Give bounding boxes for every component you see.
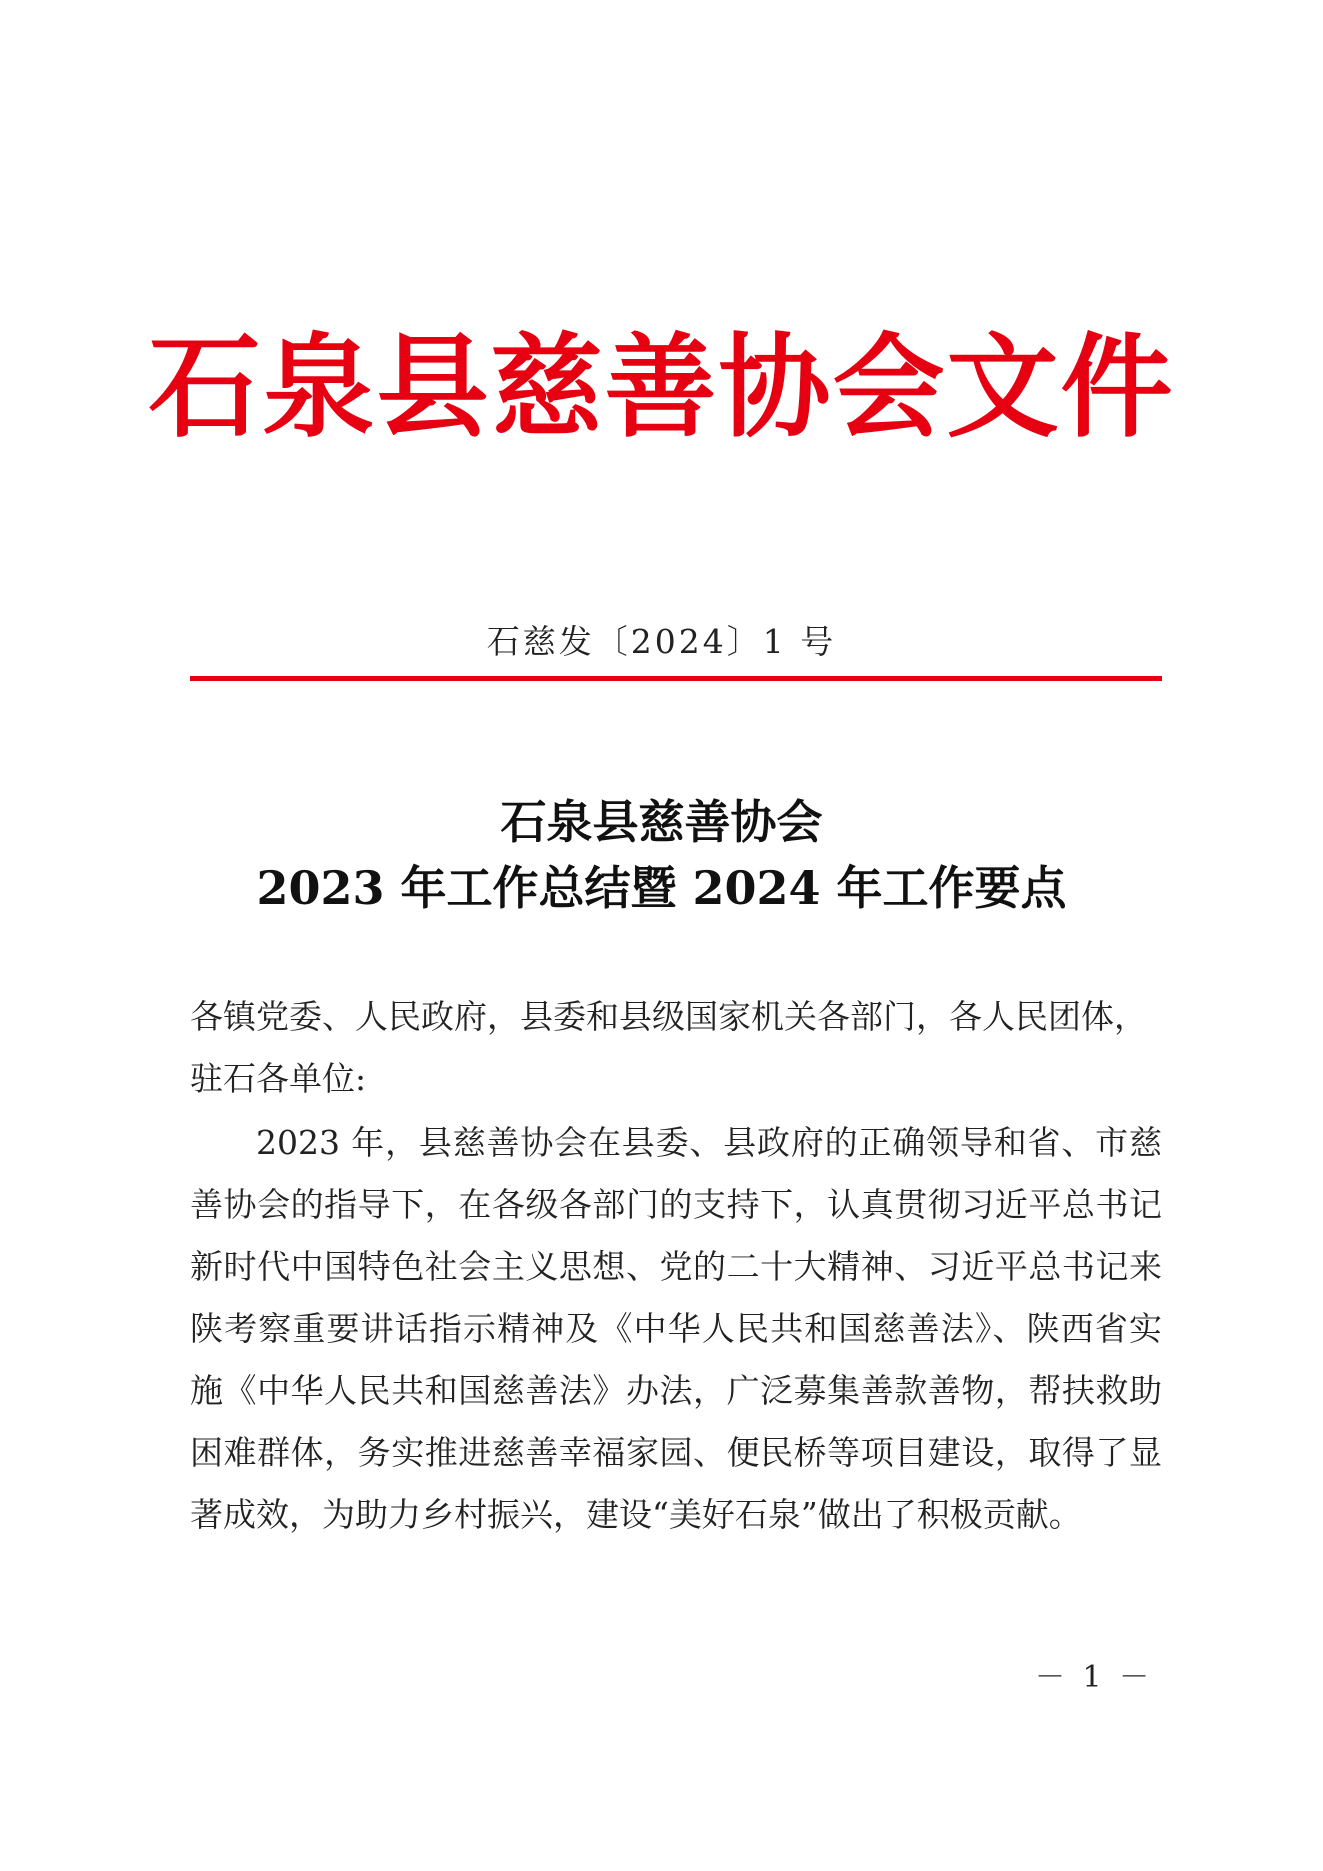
document-title-line1: 石泉县慈善协会: [500, 795, 823, 849]
page-number: － 1 －: [1035, 1660, 1154, 1695]
red-divider: [190, 676, 1162, 681]
masthead-title: 石泉县慈善协会文件: [148, 322, 1175, 453]
salutation: 各镇党委、人民政府，县委和县级国家机关各部门，各人民团体，驻石各单位:: [190, 997, 1147, 1098]
body-paragraph: 2023 年，县慈善协会在县委、县政府的正确领导和省、市慈善协会的指导下，在各级各部门的支持下，认真贯彻习近平总书记新时代中国特色社会主义思想、党的二十大精神、习近平总书记来陕考察重要讲话指示精神及《中华人民共和国慈善法》、陕西省实施《中华人民共和国慈善法》办法，广泛募集善款善物，帮扶救助困难群体，务实推进慈善幸福家园、便民桥等项目建设，取得了显著成效，为助力乡村振兴，建设“美好石泉”做出了积极贡献。: [190, 1123, 1162, 1534]
document-number: 石慈发〔2024〕1 号: [486, 622, 837, 661]
document-title-line2: 2023 年工作总结暨 2024 年工作要点: [256, 861, 1067, 915]
